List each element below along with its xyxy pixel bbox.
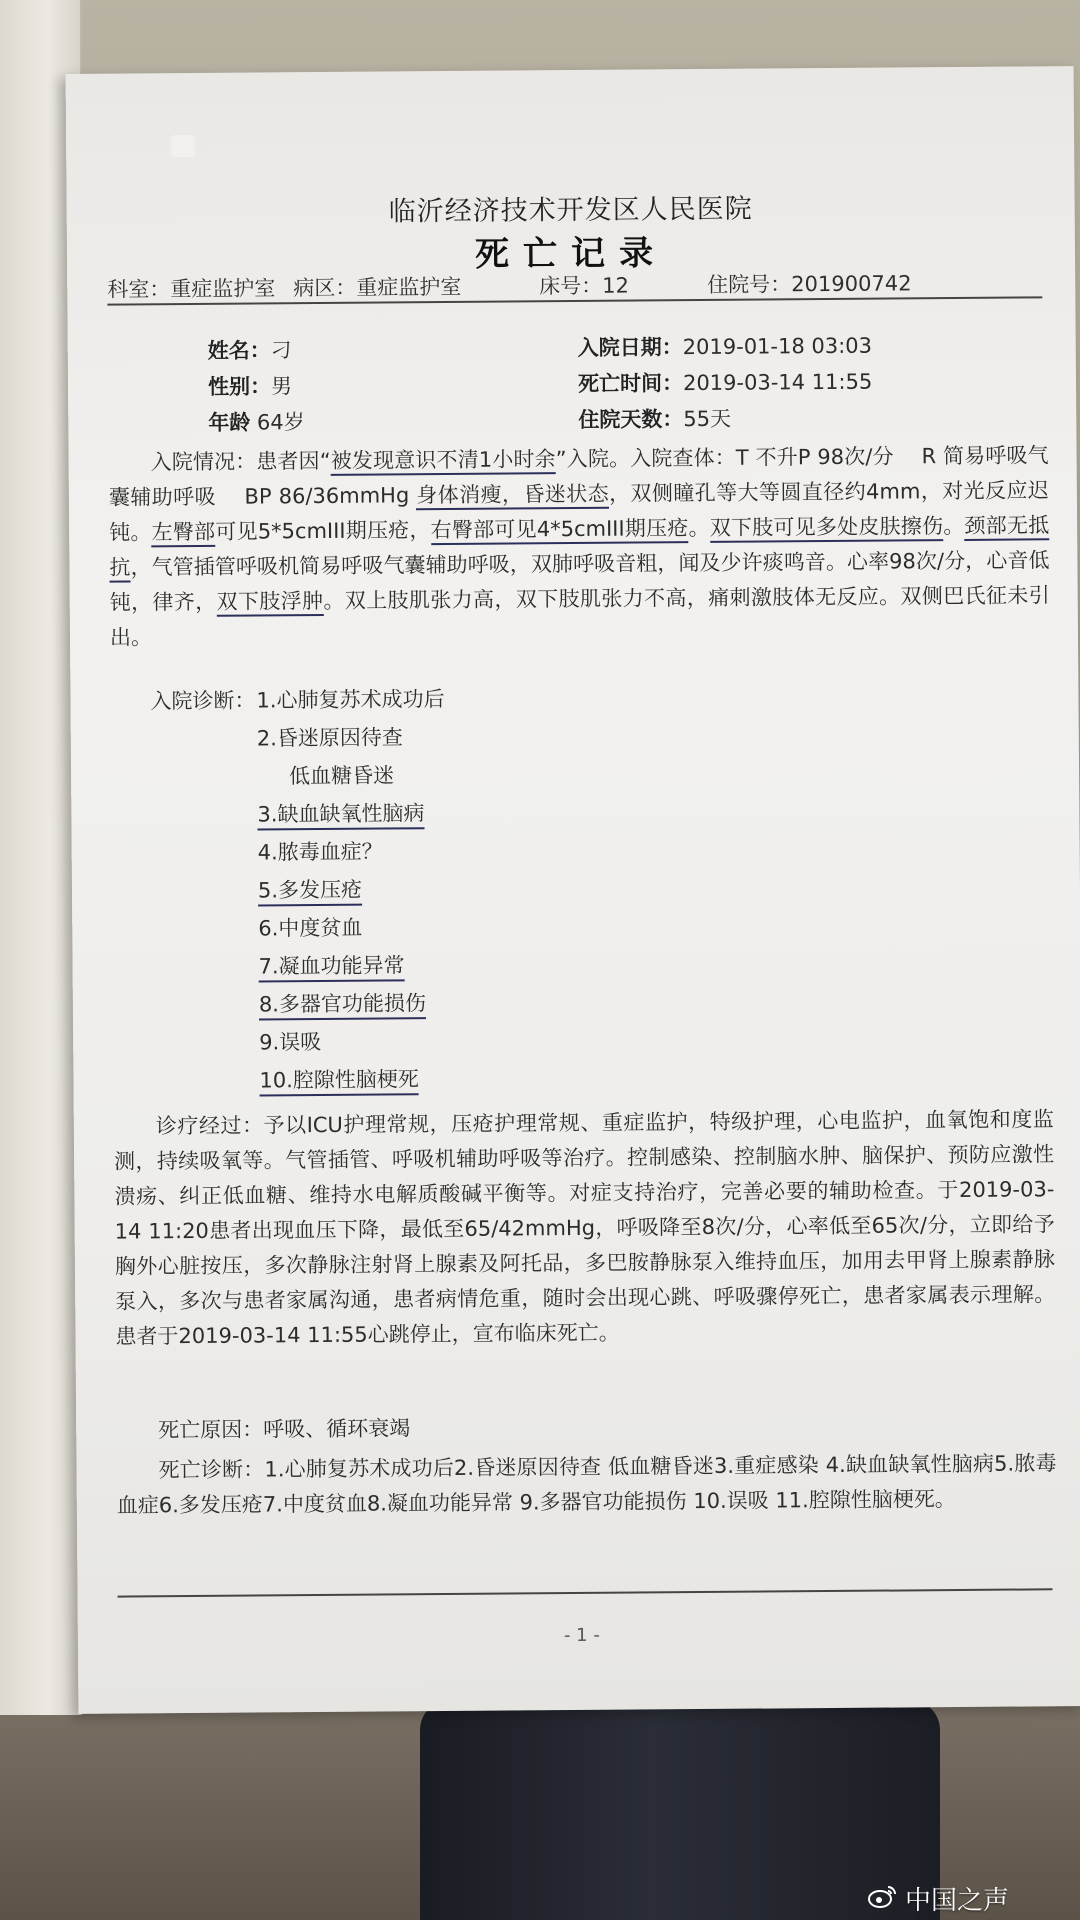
admission-status-paragraph: 入院情况：患者因“被发现意识不清1小时余”入院。入院查体：T 不升P 98次/分 R 简易呼吸气囊辅助呼吸 BP 86/36mmHg 身体消瘦，昏迷状态，双侧瞳孔等大等圆直径约4mm，对光反应迟钝。左臀部可见5*5cmIII期压疮，右臀部可见4*5cmIII期压疮。双下肢可见多处皮肤擦伤。颈部无抵抗，气管插管呼吸机简易呼吸气囊辅助呼吸，双肺呼吸音粗，闻及少许痰鸣音。心率98次/分，心音低钝，律齐，双下肢浮肿。双上肢肌张力高，双下肢肌张力不高，痛刺激肢体无反应。双侧巴氏征未引出。 <box>108 443 1050 650</box>
diagnosis-item: 5.多发压疮 <box>258 874 362 905</box>
weibo-icon <box>868 1884 898 1908</box>
stay-days-field: 住院天数：55天 <box>578 406 732 432</box>
diagnosis-item: 4.脓毒血症？ <box>257 839 383 865</box>
diagnosis-item: 8.多器官功能损伤 <box>259 987 426 1018</box>
bed-field: 床号：12 <box>539 273 630 299</box>
diagnosis-item: 1.心肺复苏术成功后 <box>256 687 445 713</box>
patient-name-field: 姓名：刁 <box>207 338 292 363</box>
patient-age-field: 年龄 64岁 <box>208 410 305 435</box>
page-number: - 1 - <box>563 1624 600 1647</box>
watermark-text: 中国之声 <box>905 1886 1010 1916</box>
diagnosis-item: 9.误吸 <box>259 1030 322 1055</box>
death-time-field: 死亡时间：2019-03-14 11:55 <box>577 369 873 396</box>
diagnosis-subitem: 低血糖昏迷 <box>289 763 395 789</box>
death-record-page <box>66 66 1080 1714</box>
pen-underline: 双下肢浮肿 <box>217 589 324 617</box>
redaction-patch <box>171 135 195 157</box>
diagnosis-item: 6.中度贫血 <box>258 915 363 941</box>
pen-underline: 被发现意识不清1小时余 <box>331 447 556 476</box>
pen-underline: 左臀部 <box>152 520 216 547</box>
pen-underline: 颈部无抵抗 <box>109 513 1049 582</box>
hospital-name: 临沂经济技术开发区人民医院 <box>388 193 753 228</box>
footer-rule <box>118 1588 1053 1597</box>
pen-underline: 双下肢可见多处皮肤擦伤 <box>710 514 944 543</box>
admission-no-field: 住院号：201900742 <box>707 271 912 297</box>
patient-gender-field: 性别：男 <box>207 374 293 399</box>
admission-diagnosis-label: 入院诊断： <box>150 688 256 714</box>
dept-field: 科室：重症监护室 <box>107 276 276 302</box>
pen-underline: 身体消瘦，昏迷状态 <box>416 482 609 511</box>
diagnosis-item: 10.腔隙性脑梗死 <box>259 1063 419 1094</box>
death-cause-paragraph: 死亡原因：呼吸、循环衰竭 <box>158 1416 411 1443</box>
diagnosis-item: 3.缺血缺氧性脑病 <box>257 797 424 828</box>
person-legs <box>420 1700 940 1920</box>
ward-field: 病区：重症监护室 <box>293 274 462 301</box>
pen-underline: 右臀部可见4*5cmIII期压疮 <box>431 516 689 545</box>
admit-date-field: 入院日期：2019-01-18 03:03 <box>577 333 873 360</box>
death-diagnosis-paragraph: 死亡诊断：1.心肺复苏术成功后2.昏迷原因待查 低血糖昏迷3.重症感染 4.缺血缺氧性脑病5.脓毒血症6.多发压疮7.中度贫血8.凝血功能异常 9.多器官功能损伤 10.误吸 11.腔隙性脑梗死。 <box>116 1451 1057 1518</box>
document-title: 死亡记录 <box>474 233 668 275</box>
treatment-paragraph: 诊疗经过：予以ICU护理常规，压疮护理常规、重症监护，特级护理，心电监护，血氧饱和度监测，持续吸氧等。气管插管、呼吸机辅助呼吸等治疗。控制感染、控制脑水肿、脑保护、预防应激性溃疡、纠正低血糖、维持水电解质酸碱平衡等。对症支持治疗，完善必要的辅助检查。于2019-03-14 11:20患者出现血压下降，最低至65/42mmHg，呼吸降至8次/分，心率低至65次/分，立即给予胸外心脏按压，多次静脉注射肾上腺素及阿托品，多巴胺静脉泵入维持血压，加用去甲肾上腺素静脉泵入，多次与患者家属沟通，患者病情危重，随时会出现心跳、呼吸骤停死亡，患者家属表示理解。患者于2019-03-14 11:55心跳停止，宣布临床死亡。 <box>114 1107 1056 1349</box>
diagnosis-item: 2.昏迷原因待查 <box>256 725 403 751</box>
diagnosis-item: 7.凝血功能异常 <box>258 949 404 980</box>
